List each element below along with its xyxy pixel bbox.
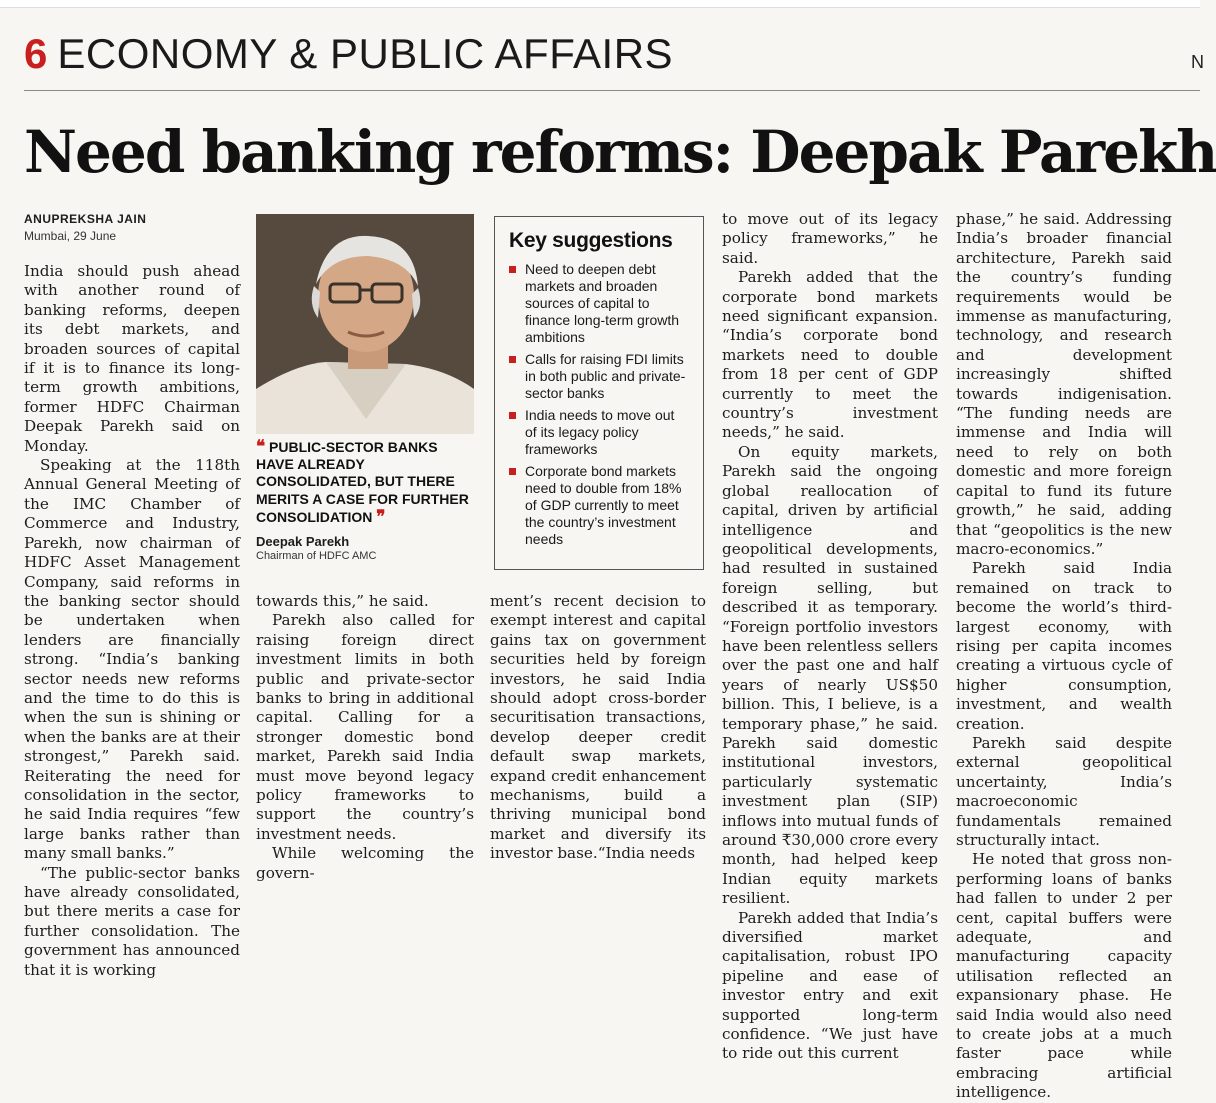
pull-quote [256, 438, 474, 562]
paragraph: Speaking at the 118th Annual General Meeting of the IMC Chamber of Commerce and Industry, Parekh, now chairman of HDFC Asset Management Company, said reforms in the banking sector should be undertaken when lenders are financially strong. “India’s banking sector needs new reforms and the time to do this is when the sun is shining or when the banks are at their strongest,” Parekh said. Reiterating the need for consolidation in the sector, he said India requires “few large banks rather than many small banks.” [24, 456, 240, 863]
key-suggestions-list [509, 261, 689, 548]
pull-quote-body: PUBLIC-SECTOR BANKS HAVE ALREADY CONSOLIDATED, BUT THERE MERITS A CASE FOR FURTHER CONSOLIDATION [256, 439, 469, 525]
square-bullet-icon [509, 412, 516, 419]
byline-author: ANUPREKSHA JAIN [24, 212, 147, 226]
list-item: Need to deepen debt markets and broaden sources of capital to finance long-term growth ambitions [509, 261, 689, 346]
square-bullet-icon [509, 468, 516, 475]
paragraph: ment’s recent decision to exempt interest and capital gains tax on government securities held by foreign investors, he said India should adopt cross-border securitisation transactions, develop deeper credit default swap markets, expand credit enhancement mechanisms, build a thriving municipal bond market and diversify its investor base.“India needs [490, 592, 706, 863]
paragraph: phase,” he said. Addressing India’s broader financial architecture, Parekh said the country’s funding requirements would be immense as manufacturing, technology, and research and development increasingly shifted towards indigenisation. “The funding needs are immense and India will need to rely on both domestic and more foreign capital to fund its future growth,” he said, adding that “geopolitics is the new macro-economics.” [956, 210, 1172, 558]
paragraph: “The public-sector banks have already consolidated, but there merits a case for further consolidation. The government has announced that it is working [24, 863, 240, 979]
headline: Need banking reforms: Deepak Parekh [24, 118, 1216, 186]
paragraph: While welcoming the govern- [256, 844, 474, 882]
list-item: Calls for raising FDI limits in both public and private-sector banks [509, 351, 689, 402]
article-column-2 [256, 592, 474, 883]
paragraph: Parekh said India remained on track to become the world’s third-largest economy, with rising per capita incomes creating a virtuous cycle of higher consumption, investment, and wealth creation. [956, 559, 1172, 733]
pull-quote-text [256, 438, 474, 526]
adjacent-page-edge-letter: N [1191, 52, 1204, 72]
article-column-5 [956, 210, 1172, 1103]
byline [24, 212, 146, 243]
header-rule [24, 90, 1200, 91]
article-column-3 [490, 592, 706, 864]
section-header [24, 30, 673, 80]
paragraph: Parekh also called for raising foreign direct investment limits in both public and private-sector banks to bring in additional capital. Calling for a stronger domestic bond market, Parekh said India must move beyond legacy policy frameworks to support the country’s investment needs. [256, 611, 474, 843]
paragraph: towards this,” he said. [256, 592, 429, 610]
pull-quote-role: Chairman of HDFC AMC [256, 550, 377, 563]
page-number: 6 [24, 30, 48, 77]
section-title: ECONOMY & PUBLIC AFFAIRS [57, 30, 674, 77]
paragraph: to move out of its legacy policy frameworks,” he said. [722, 210, 938, 267]
square-bullet-icon [509, 356, 516, 363]
article-column-1 [24, 262, 240, 980]
list-item: India needs to move out of its legacy policy frameworks [509, 407, 689, 458]
pull-quote-author: Deepak Parekh [256, 534, 350, 550]
square-bullet-icon [509, 266, 516, 273]
article-column-4 [722, 210, 938, 1064]
paragraph: On equity markets, Parekh said the ongoing global reallocation of capital, driven by artificial intelligence and geopolitical developments, had resulted in sustained foreign selling, but described it as temporary. “Foreign portfolio investors have been relentless sellers over the past one and half years of nearly US$50 billion. This, I believe, is a temporary phase,” he said. Parekh said domestic institutional investors, particularly systematic investment plan (SIP) inflows into mutual funds of around ₹30,000 crore every month, had helped keep Indian equity markets resilient. [722, 442, 938, 908]
close-quote-mark: ❞ [376, 506, 386, 526]
paragraph: Parekh said despite external geopolitical uncertainty, India’s macroeconomic fundamentals remained structurally intact. [956, 733, 1172, 849]
portrait-photo [256, 214, 474, 434]
paragraph: Parekh added that India’s diversified market capitalisation, robust IPO pipeline and ease of investor entry and exit supported long-term confidence. “We just have to ride out this current [722, 908, 938, 1063]
portrait-image [256, 214, 474, 434]
list-item: Corporate bond markets need to double from 18% of GDP currently to meet the country’s investment needs [509, 463, 689, 548]
paragraph: Parekh added that the corporate bond markets need significant expansion. “India’s corporate bond markets need to double from 18 per cent of GDP currently to meet the country’s investment needs,” he said. [722, 268, 938, 442]
paragraph: India should push ahead with another round of banking reforms, deepen its debt markets, and broaden sources of capital if it is to finance its long-term growth ambitions, former HDFC Chairman Deepak Parekh said on Monday. [24, 262, 240, 455]
key-suggestions-box [494, 216, 704, 570]
paragraph: He noted that gross non-performing loans of banks had fallen to under 2 per cent, capital buffers were adequate, and manufacturing capacity utilisation reflected an expansionary phase. He said India would also need to create jobs at a much faster pace while embracing artificial intelligence. [956, 850, 1172, 1102]
byline-dateline: Mumbai, 29 June [24, 229, 117, 243]
page-top-strip [0, 0, 1200, 8]
key-suggestions-title: Key suggestions [509, 229, 673, 252]
open-quote-mark: ❝ [256, 437, 266, 456]
